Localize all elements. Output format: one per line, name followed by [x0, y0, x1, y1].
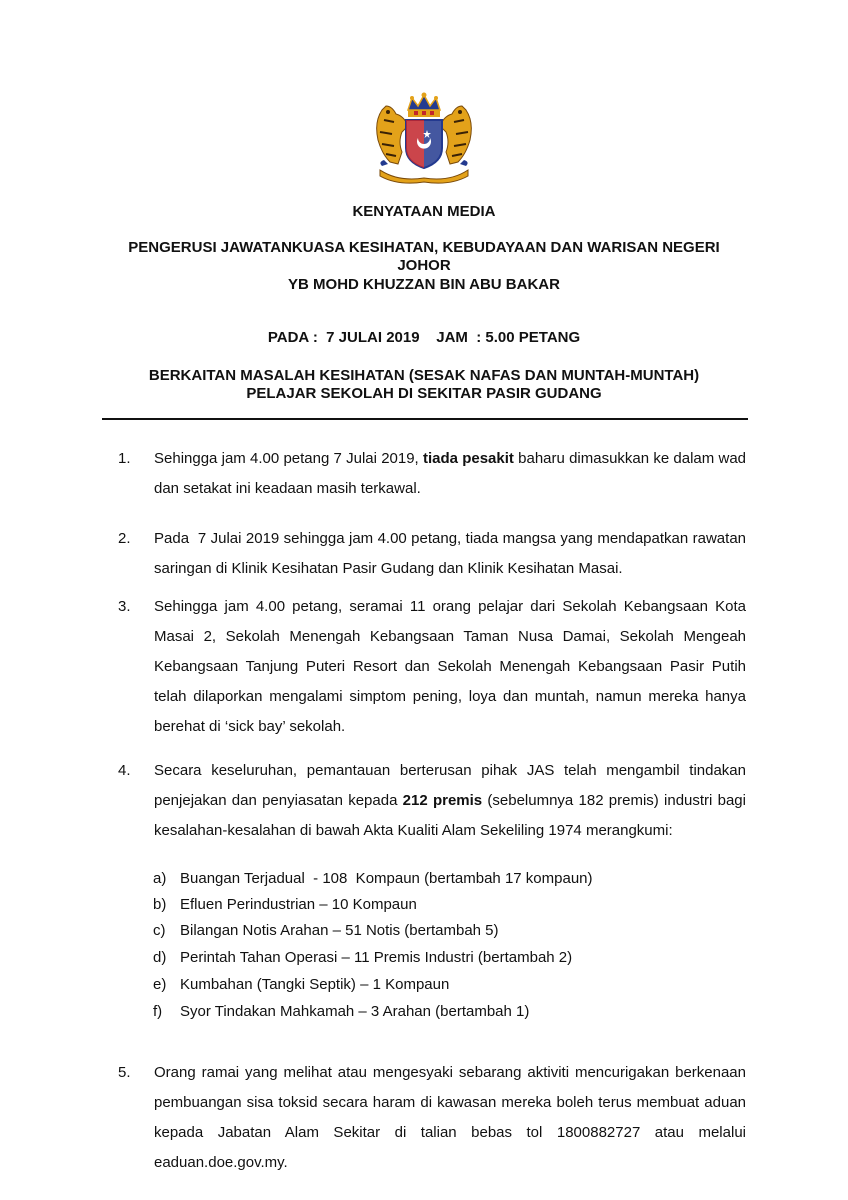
item-text-part: baharu dimasukkan ke dalam wad dan setakat ini keadaan masih terkawal.	[154, 450, 747, 497]
right-tiger-icon	[440, 106, 471, 164]
item-text-part: Sehingga jam 4.00 petang 7 Julai 2019,	[154, 450, 423, 467]
list-item-text: Orang ramai yang melihat atau mengesyaki sebarang aktiviti mencurigakan berkenaan pembuangan sisa toksid secara haram di kawasan mereka boleh terus membuat aduan kepada Jabatan Alam Sekitar di talian bebas tol 1800882727 atau melalui eaduan.doe.gov.my.	[154, 1064, 746, 1171]
sub-item-letter: b)	[153, 896, 167, 913]
list-item-number: 1.	[118, 450, 131, 467]
sub-item-text: Perintah Tahan Operasi – 11 Premis Industri (bertambah 2)	[180, 949, 573, 966]
sub-item-text: Bilangan Notis Arahan – 51 Notis (bertambah 5)	[180, 922, 499, 939]
subject-line-1: BERKAITAN MASALAH KESIHATAN (SESAK NAFAS DAN MUNTAH-MUNTAH)	[148, 367, 700, 384]
sub-item-text: Kumbahan (Tangki Septik) – 1 Kompaun	[180, 976, 450, 993]
johor-crest-emblem	[368, 92, 480, 184]
list-item-number: 5.	[118, 1064, 131, 1081]
sub-item-letter: e)	[153, 976, 167, 993]
item-text-bold: 212 premis	[402, 792, 483, 809]
office-title-line-1: PENGERUSI JAWATANKUASA KESIHATAN, KEBUDAYAAN DAN WARISAN NEGERI	[128, 239, 720, 256]
document-title: KENYATAAN MEDIA	[352, 203, 496, 220]
crown-icon	[408, 93, 440, 118]
header-divider	[102, 418, 748, 420]
list-item-number: 2.	[118, 530, 131, 547]
subject-line-2: PELAJAR SEKOLAH DI SEKITAR PASIR GUDANG	[246, 385, 602, 402]
date-time-line: PADA : 7 JULAI 2019 JAM : 5.00 PETANG	[267, 329, 581, 346]
list-item-number: 4.	[118, 762, 131, 779]
person-name: YB MOHD KHUZZAN BIN ABU BAKAR	[288, 276, 560, 293]
shield-icon	[406, 120, 442, 168]
list-item-text: Sehingga jam 4.00 petang, seramai 11 orang pelajar dari Sekolah Kebangsaan Kota Masai 2, Sekolah Menengah Kebangsaan Taman Nusa Damai, Sekolah Mengeah Kebangsaan Tanjung Puteri Resort dan Sekolah Menengah Kebangsaan Pasir Putih telah dilaporkan mengalami simptom pening, loya dan muntah, namun mereka hanya berehat di ‘sick bay’ sekolah.	[154, 598, 746, 735]
list-item-text	[154, 756, 746, 846]
item-text-bold: tiada pesakit	[422, 450, 514, 467]
sub-item-letter: f)	[153, 1003, 163, 1020]
office-title-line-2: JOHOR	[397, 257, 451, 274]
item-text-part: (sebelumnya 182 premis) industri bagi kesalahan-kesalahan di bawah Akta Kualiti Alam Sekeliling 1974 merangkumi:	[154, 792, 746, 839]
sub-item-text: Syor Tindakan Mahkamah – 3 Arahan (bertambah 1)	[180, 1003, 530, 1020]
sub-item-text: Efluen Perindustrian – 10 Kompaun	[180, 896, 417, 913]
list-item-text: Pada 7 Julai 2019 sehingga jam 4.00 petang, tiada mangsa yang mendapatkan rawatan saringan di Klinik Kesihatan Pasir Gudang dan Klinik Kesihatan Masai.	[154, 530, 751, 577]
left-tiger-icon	[377, 106, 408, 164]
sub-item-letter: a)	[153, 870, 167, 887]
sub-item-letter: c)	[153, 922, 166, 939]
list-item-number: 3.	[118, 598, 131, 615]
sub-item-letter: d)	[153, 949, 167, 966]
item-text-part: Secara keseluruhan, pemantauan berterusan pihak JAS telah mengambil tindakan penjejakan dan penyiasatan kepada	[154, 762, 746, 809]
list-item-text	[154, 444, 746, 504]
sub-item-text: Buangan Terjadual - 108 Kompaun (bertambah 17 kompaun)	[180, 870, 593, 887]
